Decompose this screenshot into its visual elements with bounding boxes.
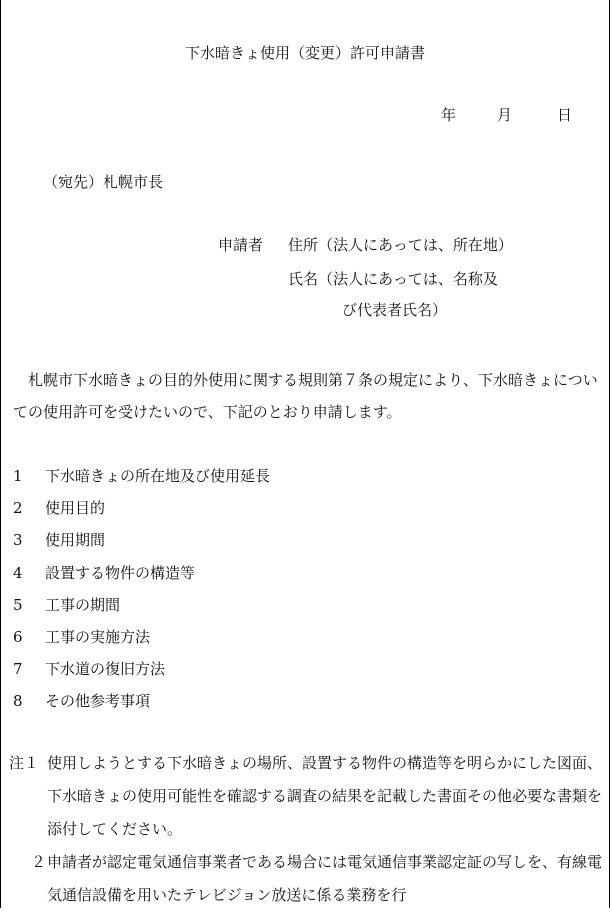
item-number: 7 <box>13 660 23 679</box>
applicant-name-line1: 氏名（法人にあっては、名称及 <box>288 270 498 288</box>
note-1 <box>9 747 605 846</box>
item-number: 4 <box>13 563 23 582</box>
item-label: 下水道の復旧方法 <box>45 660 166 679</box>
item-label: 工事の期間 <box>45 595 121 614</box>
note-2 <box>9 846 605 912</box>
list-item <box>13 524 270 556</box>
item-label: その他参考事項 <box>45 692 151 711</box>
item-label: 工事の実施方法 <box>45 628 151 647</box>
note-number: 注１ <box>9 754 40 772</box>
date-line <box>441 104 572 125</box>
item-label: 使用期間 <box>45 531 106 550</box>
item-number: 1 <box>13 467 23 485</box>
list-item <box>13 557 270 589</box>
list-item <box>13 460 270 492</box>
list-item <box>13 653 270 685</box>
item-label: 下水暗きょの所在地及び使用延長 <box>45 467 271 485</box>
item-label: 設置する物件の構造等 <box>45 563 196 582</box>
item-label: 使用目的 <box>45 499 106 518</box>
list-item <box>13 492 270 524</box>
note-text: 使用しようとする下水暗きょの場所、設置する物件の構造等を明らかにした図面、下水暗きょの使用可能性を確認する調査の結果を記載した書面その他必要な書類を添付してください。 <box>47 754 603 838</box>
applicant-name-line2: び代表者氏名） <box>342 301 448 319</box>
note-text: 申請者が認定電気通信事業者である場合には電気通信事業認定証の写しを、有線電気通信設備を用いたテレビジョン放送に係る業務を行 <box>47 853 603 904</box>
application-statement: 札幌市下水暗きょの目的外使用に関する規則第７条の規定により、下水暗きょについての使用許可を受けたいので、下記のとおり申請します。 <box>13 371 598 421</box>
item-number: 5 <box>13 595 23 614</box>
item-number: 8 <box>13 692 23 711</box>
addressee: （宛先）札幌市長 <box>43 173 164 191</box>
date-year: 年 <box>441 106 457 124</box>
item-number: 3 <box>13 531 23 550</box>
item-number: 2 <box>13 499 23 518</box>
note-number: ２ <box>31 853 47 871</box>
item-number: 6 <box>13 628 23 647</box>
item-list <box>13 460 270 718</box>
list-item <box>13 685 270 717</box>
form-title: 下水暗きょ使用（変更）許可申請書 <box>184 44 425 62</box>
applicant-address: 住所（法人にあっては、所在地） <box>288 236 513 254</box>
applicant-label: 申請者 <box>218 236 264 254</box>
date-month: 月 <box>497 106 513 124</box>
list-item <box>13 621 270 653</box>
notes <box>9 747 605 912</box>
list-item <box>13 589 270 621</box>
date-day: 日 <box>557 106 573 124</box>
